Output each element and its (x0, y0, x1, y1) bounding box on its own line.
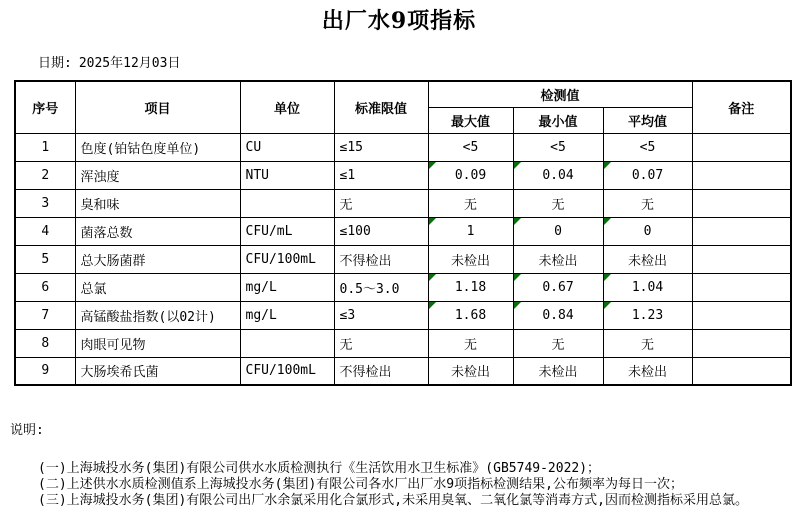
error-flag-triangle-icon (604, 162, 611, 169)
cell-standard (334, 301, 428, 329)
cell-index-text: 1 (41, 139, 50, 155)
cell-index (15, 329, 75, 357)
cell-avg (603, 329, 692, 357)
cell-standard-text: ≤15 (339, 139, 363, 155)
cell-index-text: 2 (41, 167, 50, 183)
header-detection-value: 检测值 (428, 81, 692, 107)
cell-unit (240, 273, 334, 301)
cell-remark (692, 189, 791, 217)
cell-unit-text: CU (245, 139, 262, 155)
cell-item (75, 217, 240, 245)
cell-item (75, 329, 240, 357)
notes-section (10, 423, 798, 509)
cell-min (513, 245, 603, 273)
error-flag-triangle-icon (429, 274, 436, 281)
cell-avg-text: 未检出 (627, 365, 667, 381)
cell-unit (240, 357, 334, 385)
cell-standard-text: ≤3 (339, 307, 356, 323)
cell-avg (603, 161, 692, 189)
cell-max-text: 1.68 (454, 307, 487, 323)
cell-max-text: 1.18 (454, 279, 487, 295)
cell-min-text: 0.04 (542, 167, 574, 183)
cell-min (513, 133, 603, 161)
table-row (15, 133, 791, 161)
cell-unit (240, 189, 334, 217)
cell-index (15, 189, 75, 217)
cell-min (513, 301, 603, 329)
cell-standard-text: 无 (339, 337, 353, 353)
error-flag-triangle-icon (514, 162, 521, 169)
cell-index-text: 9 (41, 363, 50, 379)
cell-avg (603, 245, 692, 273)
cell-standard-text: ≤1 (339, 167, 356, 183)
cell-index (15, 161, 75, 189)
cell-min (513, 329, 603, 357)
cell-unit-text: CFU/mL (245, 223, 293, 239)
cell-remark (692, 133, 791, 161)
cell-min (513, 161, 603, 189)
cell-standard-text: 不得检出 (339, 365, 392, 381)
page-title: 出厂水9项指标 (321, 8, 477, 34)
cell-index (15, 245, 75, 273)
table-row (15, 245, 791, 273)
cell-item-text: 浑浊度 (80, 169, 120, 185)
header-avg-value: 平均值 (603, 107, 692, 133)
cell-avg (603, 133, 692, 161)
cell-max-text: 未检出 (450, 253, 490, 269)
date-value: 2025年12月03日 (78, 56, 181, 71)
cell-standard (334, 161, 428, 189)
note-line-3: (三)上海城投水务(集团)有限公司出厂水余氯采用化合氯形式,未采用臭氧、二氧化氯等消毒方式,因而检测指标采用总氯。 (38, 493, 748, 508)
notes-heading: 说明: (10, 423, 44, 438)
table-row (15, 217, 791, 245)
cell-item-text: 菌落总数 (80, 225, 133, 241)
cell-avg-text: 未检出 (627, 253, 667, 269)
cell-avg-text: 无 (640, 197, 654, 213)
cell-item (75, 301, 240, 329)
cell-index-text: 4 (41, 223, 50, 239)
error-flag-triangle-icon (429, 302, 436, 309)
cell-item-text: 大肠埃希氏菌 (80, 365, 159, 381)
cell-avg-text: 0 (643, 223, 652, 239)
cell-max-text: 无 (463, 337, 477, 353)
cell-index-text: 5 (41, 251, 50, 267)
cell-item-text: 总氯 (80, 281, 107, 297)
cell-min-text: <5 (550, 139, 566, 155)
cell-item (75, 273, 240, 301)
date-label: 日期: (38, 56, 72, 71)
cell-item-text: 肉眼可见物 (80, 337, 146, 353)
cell-remark (692, 245, 791, 273)
header-standard-limit: 标准限值 (334, 81, 428, 133)
cell-min-text: 未检出 (538, 365, 578, 381)
table-row (15, 273, 791, 301)
cell-unit (240, 161, 334, 189)
cell-max (428, 161, 513, 189)
cell-max (428, 357, 513, 385)
cell-standard (334, 357, 428, 385)
cell-avg (603, 189, 692, 217)
table-row (15, 329, 791, 357)
cell-unit-text: CFU/100mL (245, 363, 316, 379)
cell-remark (692, 217, 791, 245)
cell-item (75, 189, 240, 217)
cell-min-text: 0 (554, 223, 562, 239)
cell-max (428, 273, 513, 301)
cell-min-text: 0.67 (542, 279, 574, 295)
cell-avg (603, 273, 692, 301)
cell-avg-text: 1.04 (631, 279, 664, 295)
cell-unit-text: mg/L (245, 307, 277, 323)
cell-max-text: 0.09 (454, 167, 487, 183)
cell-avg-text: <5 (639, 139, 656, 155)
cell-remark (692, 357, 791, 385)
cell-index (15, 301, 75, 329)
header-remark: 备注 (692, 81, 791, 133)
cell-item (75, 357, 240, 385)
header-max-value: 最大值 (428, 107, 513, 133)
cell-avg-text: 0.07 (631, 167, 664, 183)
error-flag-triangle-icon (514, 274, 521, 281)
cell-standard (334, 329, 428, 357)
cell-index-text: 8 (41, 335, 50, 351)
cell-min (513, 273, 603, 301)
cell-max-text: <5 (462, 139, 479, 155)
cell-unit-text: mg/L (245, 279, 277, 295)
cell-item (75, 245, 240, 273)
cell-min (513, 357, 603, 385)
cell-item (75, 161, 240, 189)
cell-item (75, 133, 240, 161)
cell-remark (692, 329, 791, 357)
error-flag-triangle-icon (429, 218, 436, 225)
cell-max-text: 1 (466, 223, 475, 239)
cell-standard (334, 245, 428, 273)
table-row (15, 301, 791, 329)
table-row (15, 189, 791, 217)
cell-max (428, 189, 513, 217)
note-line-1: (一)上海城投水务(集团)有限公司供水水质检测执行《生活饮用水卫生标准》(GB5749-2022)； (38, 461, 601, 476)
cell-standard-text: 不得检出 (339, 253, 392, 269)
table-body (15, 133, 791, 385)
error-flag-triangle-icon (514, 302, 521, 309)
table-row (15, 357, 791, 385)
cell-avg (603, 301, 692, 329)
cell-item-text: 色度(铂钴色度单位) (80, 141, 201, 157)
error-flag-triangle-icon (514, 218, 521, 225)
cell-max (428, 133, 513, 161)
error-flag-triangle-icon (604, 302, 611, 309)
cell-standard (334, 273, 428, 301)
cell-max-text: 未检出 (450, 365, 490, 381)
cell-unit-text: NTU (245, 167, 269, 183)
cell-max (428, 217, 513, 245)
header-min-value: 最小值 (513, 107, 603, 133)
cell-item-text: 总大肠菌群 (80, 253, 146, 269)
cell-standard-text: 0.5～3.0 (339, 281, 400, 297)
cell-unit (240, 133, 334, 161)
cell-unit (240, 217, 334, 245)
cell-max (428, 245, 513, 273)
cell-index (15, 133, 75, 161)
cell-item-text: 高锰酸盐指数(以02计) (80, 309, 216, 325)
cell-max (428, 329, 513, 357)
cell-index-text: 3 (41, 195, 50, 211)
cell-min (513, 189, 603, 217)
cell-max (428, 301, 513, 329)
cell-avg (603, 217, 692, 245)
date-line (38, 57, 798, 71)
error-flag-triangle-icon (604, 274, 611, 281)
cell-min-text: 无 (551, 197, 565, 213)
cell-min-text: 未检出 (538, 253, 578, 269)
cell-remark (692, 301, 791, 329)
cell-standard (334, 217, 428, 245)
cell-avg (603, 357, 692, 385)
cell-avg-text: 无 (640, 337, 654, 353)
cell-unit-text: CFU/100mL (245, 251, 316, 267)
indicators-table (14, 80, 792, 386)
cell-unit (240, 329, 334, 357)
header-index: 序号 (15, 81, 75, 133)
cell-standard (334, 133, 428, 161)
cell-item-text: 臭和味 (80, 197, 120, 213)
note-line-2: (二)上述供水水质检测值系上海城投水务(集团)有限公司各水厂出厂水9项指标检测结果,公布频率为每日一次； (38, 477, 683, 492)
header-item: 项目 (75, 81, 240, 133)
cell-remark (692, 273, 791, 301)
cell-index (15, 273, 75, 301)
cell-standard (334, 189, 428, 217)
header-unit: 单位 (240, 81, 334, 133)
report-page (0, 8, 798, 526)
cell-standard-text: ≤100 (339, 223, 371, 239)
table-header (15, 81, 791, 133)
cell-avg-text: 1.23 (631, 307, 664, 323)
cell-unit (240, 301, 334, 329)
cell-index-text: 7 (41, 307, 50, 323)
error-flag-triangle-icon (604, 218, 611, 225)
error-flag-triangle-icon (429, 162, 436, 169)
cell-min-text: 无 (551, 337, 565, 353)
cell-min-text: 0.84 (542, 307, 574, 323)
cell-standard-text: 无 (339, 197, 353, 213)
cell-min (513, 217, 603, 245)
cell-unit (240, 245, 334, 273)
cell-index (15, 357, 75, 385)
cell-remark (692, 161, 791, 189)
header-row-top (15, 81, 791, 107)
cell-index (15, 217, 75, 245)
cell-index-text: 6 (41, 279, 50, 295)
cell-max-text: 无 (463, 197, 477, 213)
table-row (15, 161, 791, 189)
